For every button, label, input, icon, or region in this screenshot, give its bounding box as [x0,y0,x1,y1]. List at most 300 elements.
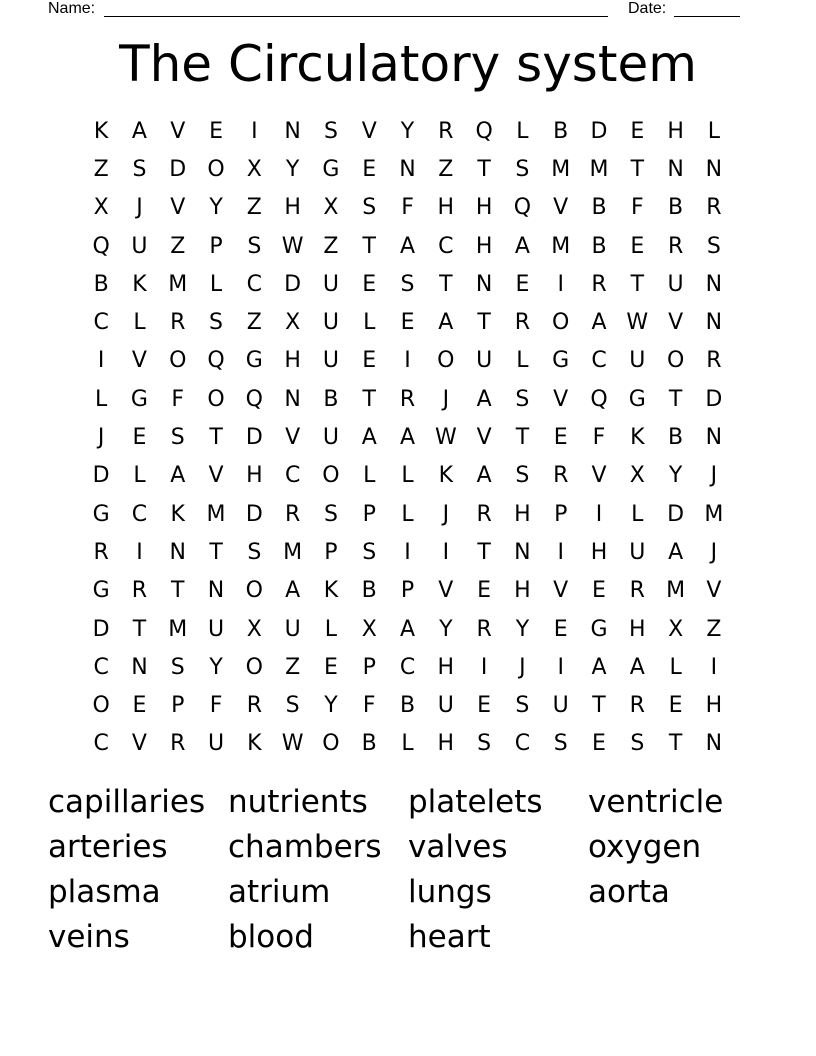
grid-letter: B [399,693,416,719]
grid-letter: T [477,310,491,336]
grid-letter: E [323,654,338,680]
grid-letter: N [475,271,493,297]
grid-letter: U [284,616,301,642]
grid-letter: E [362,271,377,297]
grid-letter: F [362,693,376,719]
grid-letter: S [209,310,224,336]
grid-letter: B [591,233,607,259]
grid-letter: W [626,310,649,336]
grid-letter: M [589,156,609,182]
grid-letter: S [170,425,185,451]
grid-letter: H [705,693,723,719]
grid-letter: A [170,463,186,489]
grid-letter: A [399,233,416,259]
grid-letter: O [437,348,455,374]
grid-letter: A [399,425,416,451]
grid-letter: V [170,118,186,144]
header [48,0,748,20]
name-label: Name: [48,0,96,17]
grid-letter: M [551,233,571,259]
grid-letter: N [399,156,416,182]
grid-letter: P [324,539,338,565]
grid-letter: C [93,731,109,757]
grid-letter: R [284,501,301,527]
grid-letter: H [437,195,455,221]
grid-letter: U [629,348,646,374]
grid-letter: L [516,348,529,374]
grid-letter: T [209,539,223,565]
grid-letter: S [515,386,530,412]
grid-letter: Y [515,616,530,642]
grid-letter: M [168,271,188,297]
grid-letter: J [97,425,105,451]
grid-letter: G [92,501,110,527]
grid-letter: Z [285,654,301,680]
grid-letter: C [399,654,416,680]
grid-letter: F [592,425,606,451]
grid-letter: E [362,156,377,182]
grid-letter: N [705,731,723,757]
grid-letter: Z [706,616,722,642]
date-blank-line [674,16,740,17]
grid-letter: R [438,118,454,144]
grid-letter: E [132,693,147,719]
grid-letter: T [592,693,606,719]
grid-letter: B [93,271,109,297]
grid-letter: W [434,425,457,451]
grid-letter: N [705,425,723,451]
grid-letter: R [131,578,148,604]
grid-letter: C [93,654,109,680]
grid-letter: K [132,271,147,297]
grid-letter: K [247,731,262,757]
grid-letter: V [285,425,301,451]
grid-letter: A [591,310,607,336]
grid-letter: E [477,578,492,604]
grid-letter: H [284,348,301,374]
grid-letter: Q [92,233,110,259]
grid-letter: N [169,539,186,565]
grid-letter: X [361,616,377,642]
grid-letter: E [362,348,377,374]
grid-letter: O [666,348,685,374]
grid-letter: O [169,348,187,374]
grid-letter: A [476,386,492,412]
grid-letter: N [514,539,531,565]
grid-letter: I [136,539,143,565]
word-bank-item: capillaries [48,784,206,820]
grid-letter: Z [170,233,186,259]
grid-letter: W [281,731,304,757]
grid-letter: U [629,539,646,565]
grid-letter: R [93,539,109,565]
grid-letter: U [552,693,569,719]
grid-letter: O [207,156,225,182]
grid-letter: I [480,654,488,680]
grid-letter: E [553,425,568,451]
grid-letter: T [362,386,376,412]
grid-letter: F [630,195,644,221]
grid-letter: I [595,501,603,527]
word-bank-item: platelets [408,784,543,820]
date-label: Date: [628,0,667,17]
grid-letter: P [554,501,568,527]
grid-letter: L [133,463,146,489]
grid-letter: C [284,463,301,489]
grid-letter: H [437,654,455,680]
grid-letter: N [207,578,225,604]
grid-letter: M [168,616,188,642]
grid-letter: H [514,578,531,604]
grid-letter: I [557,271,564,297]
grid-letter: X [285,310,301,336]
grid-letter: O [92,693,110,719]
grid-letter: K [170,501,185,527]
grid-letter: U [322,425,339,451]
grid-letter: D [245,501,263,527]
grid-letter: T [668,731,683,757]
word-bank-item: aorta [588,874,670,910]
grid-letter: H [629,616,646,642]
grid-letter: T [171,578,185,604]
grid-letter: C [131,501,148,527]
grid-letter: P [209,233,223,259]
grid-letter: Q [207,348,225,374]
grid-letter: G [628,386,646,412]
grid-letter: N [284,118,301,144]
grid-letter: O [207,386,225,412]
page-title: The Circulatory system [119,35,697,93]
grid-letter: P [400,578,415,604]
grid-letter: D [590,118,608,144]
grid-letter: L [669,654,682,680]
grid-letter: J [710,463,718,489]
word-bank [48,780,768,960]
grid-letter: D [92,616,110,642]
grid-letter: C [514,731,531,757]
grid-letter: A [399,616,416,642]
grid-letter: F [209,693,223,719]
grid-letter: P [171,693,185,719]
grid-letter: S [323,118,338,144]
grid-letter: B [668,425,684,451]
grid-letter: R [476,501,492,527]
grid-letter: V [553,578,569,604]
grid-letter: Q [475,118,493,144]
grid-letter: L [631,501,644,527]
grid-letter: K [630,425,645,451]
word-bank-item: chambers [228,829,382,865]
grid-letter: L [401,731,414,757]
grid-letter: H [475,233,493,259]
grid-letter: E [515,271,530,297]
grid-letter: H [437,731,455,757]
grid-letter: O [245,578,263,604]
grid-letter: F [171,386,185,412]
grid-letter: N [705,310,723,336]
grid-letter: U [207,731,225,757]
grid-letter: S [170,654,185,680]
grid-letter: A [285,578,301,604]
grid-letter: S [247,539,262,565]
grid-letter: E [630,233,645,259]
grid-letter: L [324,616,338,642]
word-bank-item: lungs [408,874,492,910]
grid-letter: G [245,348,263,374]
grid-letter: T [209,425,223,451]
grid-letter: T [132,616,147,642]
grid-letter: E [592,578,606,604]
grid-letter: H [514,501,531,527]
grid-letter: L [95,386,108,412]
grid-letter: S [400,271,415,297]
grid-letter: C [246,271,263,297]
grid-letter: R [476,616,492,642]
grid-letter: V [361,118,377,144]
grid-letter: M [666,578,686,604]
grid-letter: U [322,310,339,336]
grid-letter: X [93,195,109,221]
grid-letter: V [553,195,569,221]
grid-letter: X [629,463,645,489]
grid-letter: A [514,233,530,259]
grid-letter: S [515,693,530,719]
grid-letter: A [629,654,645,680]
grid-letter: J [519,654,526,680]
grid-letter: V [476,425,492,451]
word-bank-item: valves [408,829,508,865]
word-bank-item: atrium [228,874,331,910]
grid-letter: Y [324,693,338,719]
grid-letter: Z [93,156,109,182]
grid-letter: J [136,195,143,221]
grid-letter: R [706,348,722,374]
grid-letter: O [245,654,263,680]
name-blank-line [104,16,608,17]
grid-letter: D [92,463,110,489]
grid-letter: I [404,348,411,374]
grid-letter: V [706,578,722,604]
grid-letter: E [668,693,683,719]
grid-letter: M [283,539,303,565]
grid-letter: S [477,731,492,757]
grid-letter: J [710,539,718,565]
grid-letter: R [170,310,186,336]
grid-letter: V [553,386,569,412]
grid-letter: Q [513,195,532,221]
grid-letter: R [399,386,416,412]
grid-letter: C [93,310,109,336]
grid-letter: W [281,233,304,259]
grid-letter: O [322,463,340,489]
word-bank-item: plasma [48,874,161,910]
grid-letter: I [251,118,258,144]
grid-letter: K [323,578,339,604]
word-bank-item: heart [408,919,491,955]
grid-letter: D [667,501,685,527]
grid-letter: S [285,693,300,719]
grid-letter: S [362,539,377,565]
grid-letter: L [401,501,414,527]
grid-letter: B [361,731,377,757]
grid-letter: U [667,271,684,297]
grid-letter: X [246,156,262,182]
grid-letter: V [438,578,454,604]
grid-letter: B [361,578,377,604]
grid-letter: C [438,233,454,259]
grid-letter: T [477,539,491,565]
grid-letter: O [552,310,570,336]
word-bank-item: nutrients [228,784,368,820]
grid-letter: Y [285,156,300,182]
grid-letter: R [706,195,722,221]
grid-letter: V [170,195,186,221]
grid-letter: N [705,271,723,297]
grid-letter: I [97,348,105,374]
grid-letter: H [475,195,493,221]
grid-letter: X [668,616,684,642]
grid-letter: Z [246,195,262,221]
grid-letter: H [284,195,301,221]
grid-letter: R [514,310,531,336]
grid-letter: Y [400,118,415,144]
grid-letter: L [401,463,414,489]
grid-letter: B [668,195,684,221]
grid-letter: Q [590,386,608,412]
grid-letter: R [629,693,645,719]
grid-letter: D [705,386,723,412]
grid-letter: V [668,310,684,336]
grid-letter: S [323,501,338,527]
grid-letter: T [630,271,645,297]
grid-letter: E [209,118,223,144]
grid-letter: U [207,616,225,642]
grid-letter: Y [209,195,223,221]
grid-letter: N [131,654,148,680]
grid-letter: H [246,463,263,489]
grid-letter: V [131,348,147,374]
grid-letter: A [668,539,684,565]
grid-letter: N [667,156,684,182]
grid-letter: D [245,425,263,451]
word-bank-item: arteries [48,829,168,865]
grid-letter: T [515,425,530,451]
grid-letter: U [476,348,493,374]
grid-letter: G [590,616,608,642]
grid-letter: B [323,386,339,412]
grid-letter: Y [668,463,683,489]
grid-letter: V [131,731,147,757]
grid-letter: R [629,578,645,604]
grid-letter: I [710,654,718,680]
grid-letter: T [477,156,491,182]
grid-letter: I [557,654,564,680]
grid-letter: R [553,463,569,489]
grid-letter: F [401,195,414,221]
grid-letter: S [132,156,147,182]
grid-letter: D [169,156,187,182]
grid-letter: S [515,156,530,182]
grid-letter: U [322,271,339,297]
grid-letter: H [590,539,608,565]
grid-letter: M [704,501,724,527]
grid-letter: A [361,425,377,451]
grid-letter: K [438,463,454,489]
grid-letter: Y [209,654,223,680]
grid-letter: E [630,118,645,144]
grid-letter: B [553,118,569,144]
grid-letter: I [442,539,450,565]
word-bank-item: ventricle [588,784,724,820]
word-bank-item: veins [48,919,130,955]
grid-letter: K [93,118,109,144]
grid-letter: P [362,654,376,680]
grid-letter: G [322,156,340,182]
grid-letter: S [630,731,645,757]
grid-letter: E [400,310,415,336]
grid-letter: U [131,233,148,259]
grid-letter: J [442,501,450,527]
grid-letter: S [706,233,721,259]
grid-letter: B [591,195,607,221]
grid-letter: A [476,463,492,489]
grid-letter: T [630,156,645,182]
grid-letter: T [439,271,453,297]
grid-letter: L [209,271,223,297]
grid-letter: E [477,693,492,719]
grid-letter: H [667,118,684,144]
grid-letter: J [442,386,450,412]
grid-letter: T [668,386,683,412]
grid-letter: O [322,731,340,757]
grid-letter: V [208,463,224,489]
grid-letter: E [553,616,568,642]
grid-letter: E [132,425,147,451]
grid-letter: R [591,271,607,297]
grid-letter: S [362,195,377,221]
grid-letter: G [130,386,148,412]
grid-letter: A [131,118,147,144]
grid-letter: D [284,271,302,297]
grid-letter: T [362,233,376,259]
grid-letter: Q [245,386,263,412]
grid-letter: V [591,463,607,489]
grid-letter: R [667,233,684,259]
grid-letter: N [284,386,301,412]
grid-letter: L [516,118,529,144]
grid-letter: M [551,156,571,182]
grid-letter: U [322,348,339,374]
grid-letter: P [362,501,376,527]
grid-letter: S [515,463,530,489]
grid-letter: R [170,731,186,757]
grid-letter: A [591,654,607,680]
grid-letter: I [557,539,564,565]
grid-letter: L [363,463,376,489]
grid-letter: X [323,195,339,221]
grid-letter: N [705,156,723,182]
grid-letter: Z [438,156,454,182]
word-bank-item: blood [228,919,314,955]
grid-letter: L [363,310,376,336]
grid-letter: Z [323,233,339,259]
grid-letter: E [592,731,606,757]
grid-letter: L [133,310,146,336]
grid-letter: S [553,731,568,757]
grid-letter: G [552,348,570,374]
grid-letter: Z [246,310,262,336]
grid-letter: I [404,539,411,565]
